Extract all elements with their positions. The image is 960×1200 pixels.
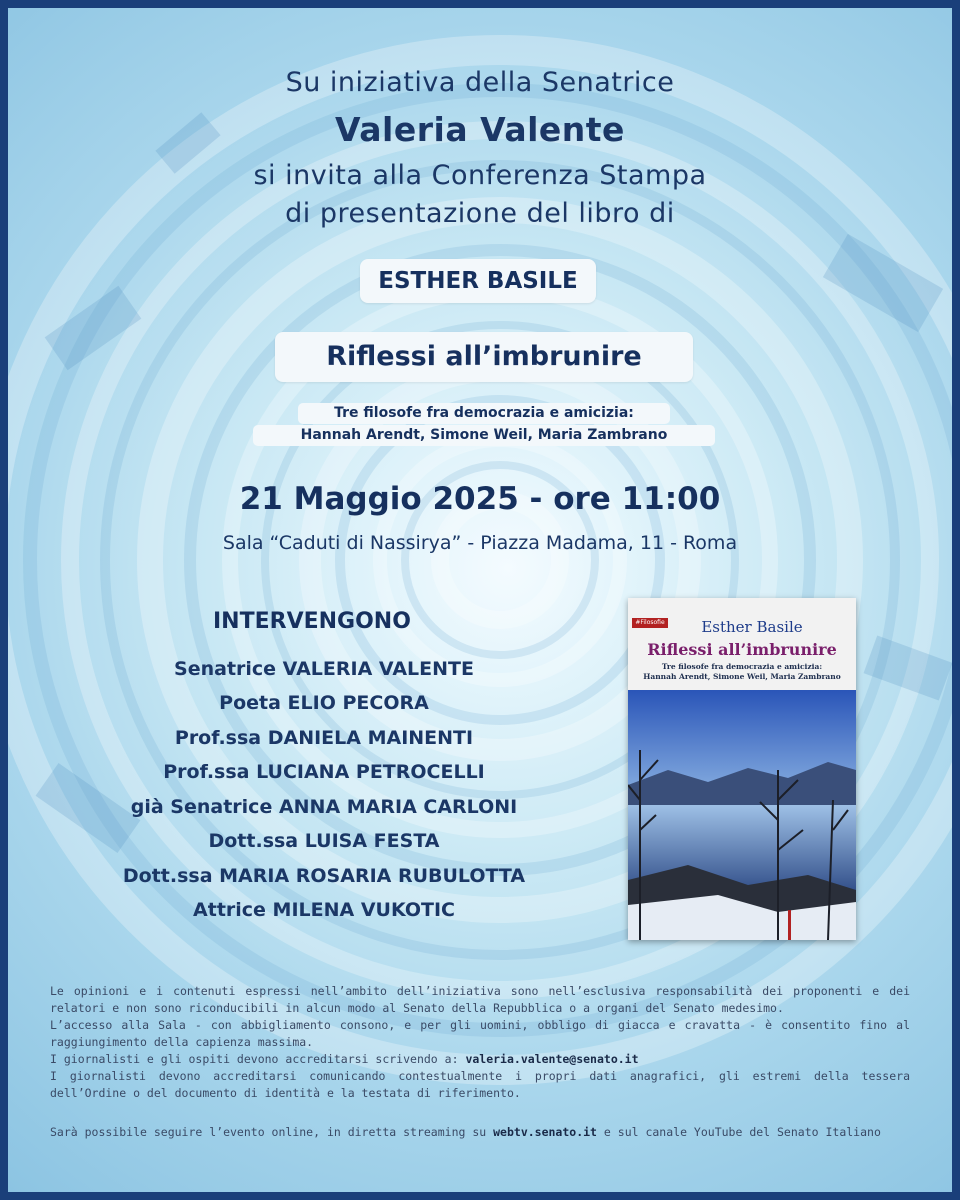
author-badge: ESTHER BASILE (360, 259, 596, 303)
invitation-line: si invita alla Conferenza Stampa (253, 160, 707, 191)
cover-subtitle (628, 662, 856, 682)
stream-text-prefix: Sarà possibile seguire l’evento online, in diretta streaming su (50, 1125, 487, 1139)
poster-content (8, 8, 952, 1192)
speaker-item: già Senatrice ANNA MARIA CARLONI (130, 796, 518, 818)
speaker-item: Prof.ssa DANIELA MAINENTI (174, 727, 474, 749)
speaker-item: Senatrice VALERIA VALENTE (174, 658, 474, 680)
event-venue: Sala “Caduti di Nassirya” - Piazza Madama, 11 - Roma (222, 532, 738, 554)
book-subtitle-line1: Tre filosofe fra democrazia e amicizia: (298, 403, 670, 424)
speaker-item: Poeta ELIO PECORA (219, 692, 429, 714)
cover-author: Esther Basile (701, 618, 803, 636)
book-subtitle-line2: Hannah Arendt, Simone Weil, Maria Zambrano (253, 425, 715, 446)
event-date: 21 Maggio 2025 - ore 11:00 (239, 481, 721, 517)
speaker-item: Prof.ssa LUCIANA PETROCELLI (163, 761, 485, 783)
speaker-item: Dott.ssa MARIA ROSARIA RUBULOTTA (122, 865, 526, 887)
initiative-line: Su iniziativa della Senatrice (285, 67, 675, 98)
contact-email-link[interactable]: valeria.valente@senato.it (465, 1052, 639, 1066)
cover-subtitle-line2: Hannah Arendt, Simone Weil, Maria Zambrano (643, 672, 841, 681)
disclaimer-journalists: I giornalisti devono accreditarsi comunicando contestualmente i propri dati anagrafici, gli estremi della tessera dell’Ordine o del documento di identità e la testata di riferimento. (50, 1069, 910, 1100)
streaming-info (50, 1125, 910, 1139)
cover-lake-photo (628, 690, 856, 940)
disclaimer-accreditation (50, 1051, 910, 1068)
book-cover-header (628, 598, 856, 690)
presentation-line: di presentazione del libro di (285, 198, 675, 229)
cover-title: Riflessi all’imbrunire (647, 640, 837, 659)
speaker-item: Attrice MILENA VUKOTIC (193, 899, 455, 921)
cover-series-tag: #Filosofie (632, 618, 668, 628)
disclaimer-access: L’accesso alla Sala - con abbigliamento consono, e per gli uomini, obbligo di giacca e cravatta - è consentito fino al raggiungimento della capienza massima. (50, 1018, 910, 1049)
webtv-link[interactable]: webtv.senato.it (493, 1125, 597, 1139)
book-cover-image (628, 598, 856, 940)
speakers-title: INTERVENGONO (213, 609, 411, 634)
cover-subtitle-line1: Tre filosofe fra democrazia e amicizia: (661, 662, 823, 671)
disclaimer (50, 983, 910, 1102)
accreditation-text: I giornalisti e gli ospiti devono accreditarsi scrivendo a: (50, 1052, 459, 1066)
disclaimer-responsibility: Le opinioni e i contenuti espressi nell’ambito dell’iniziativa sono nell’esclusiva responsabilità dei proponenti e dei relatori e non sono riconducibili in alcun modo al Senato della Repubblica o a organi del Senato medesimo. (50, 984, 910, 1015)
stream-text-suffix: e sul canale YouTube del Senato Italiano (603, 1125, 881, 1139)
poster (8, 8, 952, 1192)
book-title-badge: Riflessi all’imbrunire (275, 332, 693, 382)
senator-name: Valeria Valente (335, 110, 625, 149)
speaker-item: Dott.ssa LUISA FESTA (208, 830, 440, 852)
